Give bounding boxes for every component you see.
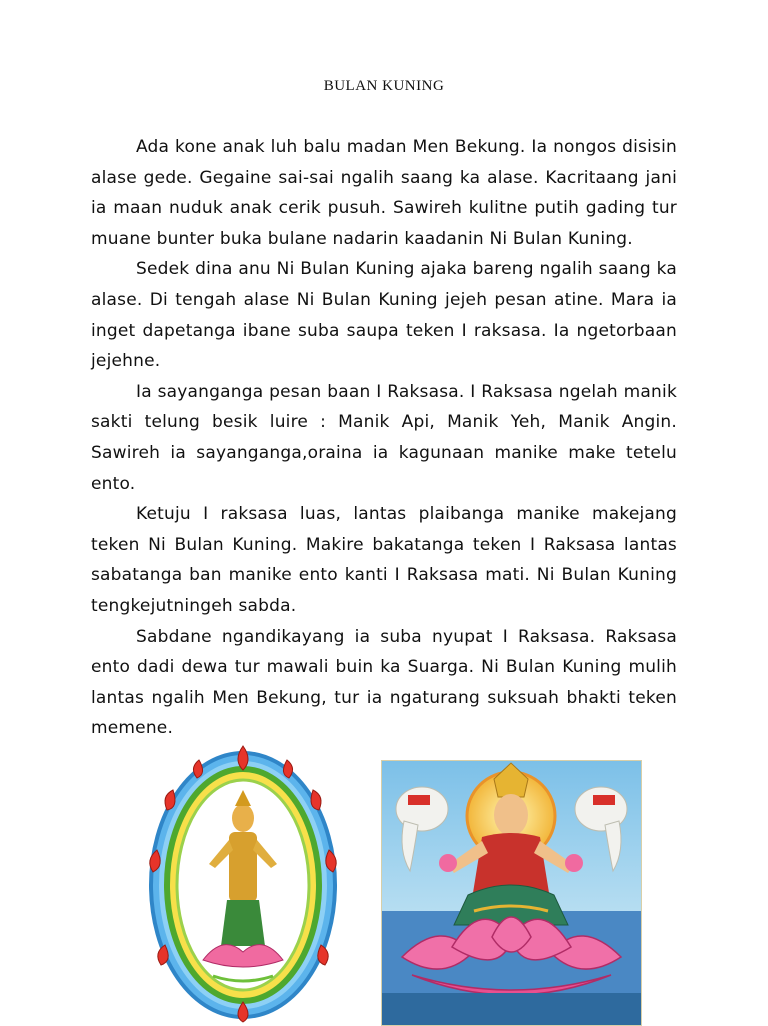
document-body (91, 132, 677, 744)
paragraph-3: Ia sayanganga pesan baan I Raksasa. I Raksasa ngelah manik sakti telung besik luire : Manik Api, Manik Yeh, Manik Angin. Sawireh ia sayanganga,oraina ia kagunaan manike make tetelu ento. (91, 381, 677, 494)
paragraph-2: Sedek dina anu Ni Bulan Kuning ajaka bareng ngalih saang ka alase. Di tengah alase Ni Bulan Kuning jejeh pesan atine. Mara ia inget dapetanga ibane suba saupa teken I raksasa. Ia ngetorbaan jejehne. (91, 259, 677, 372)
deity-oval-frame-image (143, 740, 343, 1024)
document-title: BULAN KUNING (323, 78, 445, 94)
goddess-lotus-image (381, 760, 642, 1026)
paragraph-1: Ada kone anak luh balu madan Men Bekung. Ia nongos disisin alase gede. Gegaine sai-sai ngalih saang ka alase. Kacritaang jani ia maan nuduk anak cerik pusuh. Sawireh kulitne putih gading tur muane bunter buka bulane nadarin kaadanin Ni Bulan Kuning. (91, 137, 677, 249)
paragraph-4: Ketuju I raksasa luas, lantas plaibanga manike makejang teken Ni Bulan Kuning. Makire bakatanga teken I Raksasa lantas sabatanga ban manike ento kanti I Raksasa mati. Ni Bulan Kuning tengkejutningeh sabda. (91, 504, 677, 616)
paragraph-5: Sabdane ngandikayang ia suba nyupat I Raksasa. Raksasa ento dadi dewa tur mawali buin ka Suarga. Ni Bulan Kuning mulih lantas ngalih Men Bekung, tur ia ngaturang suksuah bhakti teken memene. (91, 626, 677, 739)
